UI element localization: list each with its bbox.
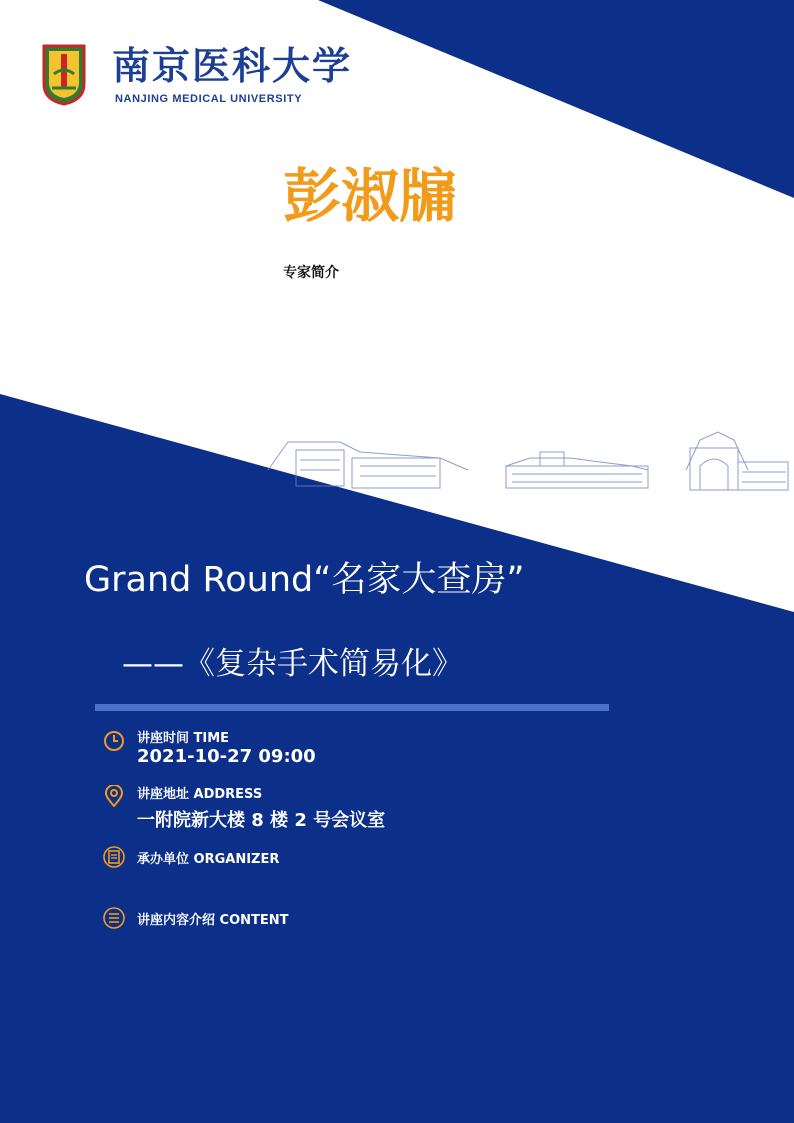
address-value: 一附院新大楼 8 楼 2 号会议室 bbox=[137, 810, 386, 831]
speaker-bio-label: 专家简介 bbox=[283, 265, 339, 281]
title-divider bbox=[95, 704, 609, 711]
university-seal-icon bbox=[40, 44, 88, 106]
campus-skyline-illustration bbox=[268, 432, 788, 490]
content-label: 讲座内容介绍 CONTENT bbox=[137, 913, 289, 928]
list-icon bbox=[103, 907, 125, 929]
university-name-en: NANJING MEDICAL UNIVERSITY bbox=[115, 93, 303, 105]
speaker-name: 彭淑牖 bbox=[283, 162, 458, 230]
time-label: 讲座时间 TIME bbox=[137, 731, 230, 746]
time-value: 2021-10-27 09:00 bbox=[137, 746, 316, 767]
university-name-cn: 南京医科大学 bbox=[112, 43, 353, 88]
lecture-title: ——《复杂手术简易化》 bbox=[122, 646, 463, 682]
lower-navy-band bbox=[0, 394, 794, 1123]
event-series-title: Grand Round“名家大查房” bbox=[84, 560, 525, 600]
address-label: 讲座地址 ADDRESS bbox=[137, 787, 263, 802]
building-icon bbox=[103, 846, 125, 868]
organizer-label: 承办单位 ORGANIZER bbox=[137, 852, 280, 867]
clock-icon bbox=[103, 730, 125, 752]
location-pin-icon bbox=[103, 785, 125, 807]
